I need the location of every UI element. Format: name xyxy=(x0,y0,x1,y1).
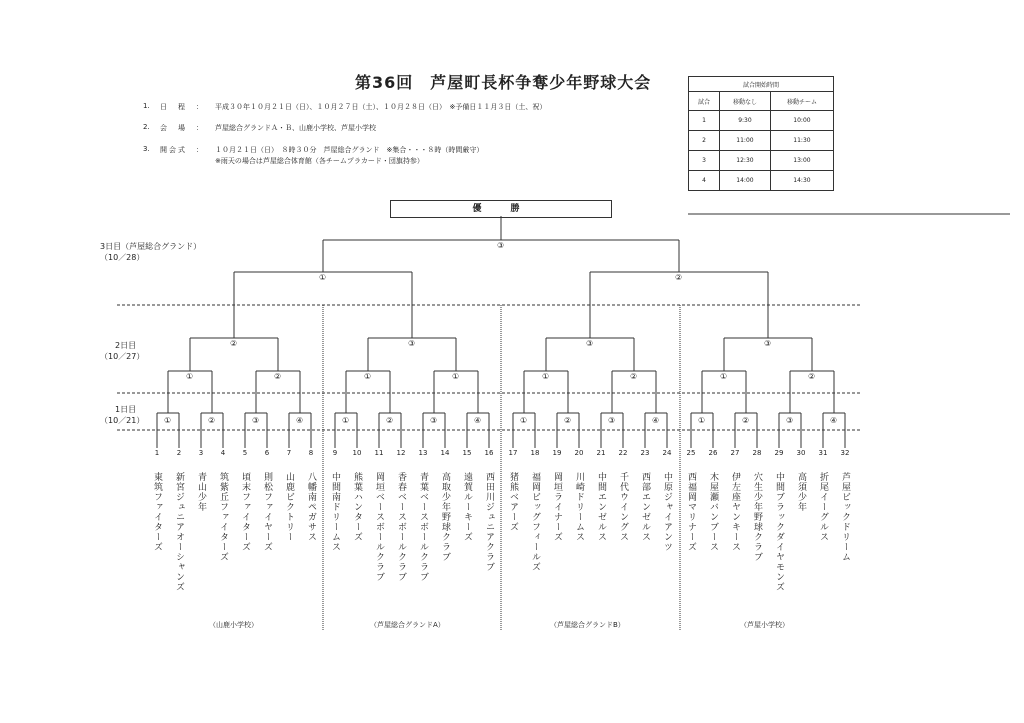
team-number: 8 xyxy=(308,449,314,457)
team-number: 32 xyxy=(840,449,850,457)
info-text-ceremony: １０月２１日（日） ８時３０分 芦屋総合グランド ※集合・・・８時（時間厳守） xyxy=(215,146,484,154)
day2-title: 2日目 xyxy=(115,341,137,350)
day3-date: （10／28） xyxy=(100,253,145,262)
round-label: ④ xyxy=(652,416,660,425)
round-label: ③ xyxy=(608,416,616,425)
schedule-cell: 10:00 xyxy=(770,111,833,131)
info-text-venue: 芦屋総合グランドＡ・Ｂ、山鹿小学校、芦屋小学校 xyxy=(215,124,376,132)
team-name: 川崎ドリームス xyxy=(574,472,584,542)
round-label: ① xyxy=(452,372,460,381)
team-number: 21 xyxy=(596,449,606,457)
team-name: 青葉ベースボールクラブ xyxy=(418,472,428,582)
team-name: 西福岡マリナーズ xyxy=(686,472,696,552)
round-label: ② xyxy=(742,416,750,425)
day3-label xyxy=(100,241,201,263)
team-name: 則松ファイヤーズ xyxy=(262,472,272,552)
round-label: ② xyxy=(274,372,282,381)
team-number: 24 xyxy=(662,449,672,457)
team-name: 西田川ジュニアクラブ xyxy=(484,472,494,572)
round-label: ② xyxy=(208,416,216,425)
team-number: 28 xyxy=(752,449,762,457)
team-name: 折尾イーグルス xyxy=(818,472,828,542)
schedule-cell: 14:00 xyxy=(720,171,771,191)
champion-box: 優 勝 xyxy=(390,200,612,218)
venue-label-4: （芦屋小学校） xyxy=(740,621,789,629)
schedule-cell: 1 xyxy=(689,111,720,131)
team-name: 木屋瀬バンブース xyxy=(708,472,718,552)
round-label: ③ xyxy=(430,416,438,425)
round-label: ① xyxy=(720,372,728,381)
team-number: 17 xyxy=(508,449,518,457)
team-number: 9 xyxy=(332,449,338,457)
round-label: ② xyxy=(230,339,238,348)
round-label: ③ xyxy=(497,241,505,250)
team-name: 中間ブラックダイヤモンズ xyxy=(774,472,784,592)
team-number: 29 xyxy=(774,449,784,457)
day1-label xyxy=(100,404,144,426)
team-name: 芦屋ビックドリーム xyxy=(840,472,850,562)
team-number: 22 xyxy=(618,449,628,457)
info-num-3: 3. xyxy=(143,145,150,153)
round-label: ① xyxy=(164,416,172,425)
team-number: 26 xyxy=(708,449,718,457)
round-label: ② xyxy=(630,372,638,381)
team-number: 10 xyxy=(352,449,362,457)
info-text-schedule: 平成３０年１０月２１日（日）、１０月２７日（土）、１０月２８日（日） ※予備日１１月３日（土、祝） xyxy=(215,103,547,111)
round-label: ④ xyxy=(830,416,838,425)
team-name: 高須少年 xyxy=(796,472,806,512)
round-label: ① xyxy=(186,372,194,381)
schedule-header-no-move: 移動なし xyxy=(720,92,771,111)
team-number: 13 xyxy=(418,449,428,457)
day2-label xyxy=(100,340,144,362)
venue-label-1: （山鹿小学校） xyxy=(209,621,258,629)
team-number: 3 xyxy=(198,449,204,457)
team-name: 岡垣ライナーズ xyxy=(552,472,562,542)
team-name: 穴生少年野球クラブ xyxy=(752,472,762,562)
team-name: 中間南ドリームス xyxy=(330,472,340,552)
team-number: 25 xyxy=(686,449,696,457)
round-label: ② xyxy=(808,372,816,381)
schedule-caption: 試合開始時間 xyxy=(689,77,834,92)
team-number: 4 xyxy=(220,449,226,457)
team-name: 岡垣ベースボールクラブ xyxy=(374,472,384,582)
round-label: ④ xyxy=(474,416,482,425)
team-name: 猪熊ベアーズ xyxy=(508,472,518,532)
schedule-cell: 3 xyxy=(689,151,720,171)
team-number: 7 xyxy=(286,449,292,457)
schedule-header-move: 移動チーム xyxy=(770,92,833,111)
team-number: 23 xyxy=(640,449,650,457)
team-number: 5 xyxy=(242,449,248,457)
round-label: ① xyxy=(319,273,327,282)
info-label-ceremony: 開会式 ： xyxy=(160,146,205,154)
round-label: ① xyxy=(520,416,528,425)
info-label-schedule: 日 程 ： xyxy=(160,103,205,111)
team-number: 20 xyxy=(574,449,584,457)
team-name: 中間エンゼルス xyxy=(596,472,606,542)
team-name: 高取少年野球クラブ xyxy=(440,472,450,562)
schedule-cell: 13:00 xyxy=(770,151,833,171)
info-label-venue: 会 場 ： xyxy=(160,124,205,132)
team-name: 新宮ジュニアオーシャンズ xyxy=(174,472,184,592)
round-label: ① xyxy=(542,372,550,381)
team-name: 西部エンゼルス xyxy=(640,472,650,542)
round-label: ① xyxy=(342,416,350,425)
team-name: 山鹿ビクトリー xyxy=(284,472,294,542)
round-label: ② xyxy=(564,416,572,425)
team-name: 福岡ビッグフィールズ xyxy=(530,472,540,572)
team-number: 1 xyxy=(154,449,160,457)
schedule-cell: 2 xyxy=(689,131,720,151)
team-number: 14 xyxy=(440,449,450,457)
day3-title: 3日目（芦屋総合グランド） xyxy=(100,242,202,251)
team-name: 東筑ファイターズ xyxy=(152,472,162,552)
team-name: 八幡南ペガサス xyxy=(306,472,316,542)
round-label: ② xyxy=(675,273,683,282)
round-label: ③ xyxy=(786,416,794,425)
team-number: 30 xyxy=(796,449,806,457)
team-number: 16 xyxy=(484,449,494,457)
info-rain-note: ※雨天の場合は芦屋総合体育館（各チームプラカード・団旗持参） xyxy=(215,157,424,165)
schedule-cell: 11:30 xyxy=(770,131,833,151)
page-title: 第36回 芦屋町長杯争奪少年野球大会 xyxy=(355,73,652,92)
team-name: 頃末ファイターズ xyxy=(240,472,250,552)
round-label: ③ xyxy=(586,339,594,348)
round-label: ② xyxy=(386,416,394,425)
info-num-1: 1. xyxy=(143,102,150,110)
round-label: ③ xyxy=(408,339,416,348)
day1-date: （10／21） xyxy=(100,416,145,425)
team-number: 15 xyxy=(462,449,472,457)
team-name: 香春ベースボールクラブ xyxy=(396,472,406,582)
team-number: 31 xyxy=(818,449,828,457)
venue-label-3: （芦屋総合グランドB） xyxy=(550,621,625,629)
team-name: 中原ジャイアンツ xyxy=(662,472,672,552)
round-label: ③ xyxy=(252,416,260,425)
round-label: ① xyxy=(698,416,706,425)
team-name: 伊左座ヤンキース xyxy=(730,472,740,552)
team-number: 27 xyxy=(730,449,740,457)
team-name: 筑紫丘ファイターズ xyxy=(218,472,228,562)
schedule-cell: 9:30 xyxy=(720,111,771,131)
team-number: 2 xyxy=(176,449,182,457)
info-num-2: 2. xyxy=(143,123,150,131)
team-name: 青山少年 xyxy=(196,472,206,512)
team-number: 6 xyxy=(264,449,270,457)
round-label: ④ xyxy=(296,416,304,425)
venue-label-2: （芦屋総合グランドA） xyxy=(370,621,445,629)
schedule-header-game: 試合 xyxy=(689,92,720,111)
round-label: ① xyxy=(364,372,372,381)
schedule-cell: 11:00 xyxy=(720,131,771,151)
team-number: 12 xyxy=(396,449,406,457)
round-label: ③ xyxy=(764,339,772,348)
team-name: 千代ウイングス xyxy=(618,472,628,542)
schedule-cell: 4 xyxy=(689,171,720,191)
day1-title: 1日目 xyxy=(115,405,137,414)
team-number: 11 xyxy=(374,449,384,457)
team-number: 18 xyxy=(530,449,540,457)
team-name: 熊葉ハンターズ xyxy=(352,472,362,542)
schedule-cell: 12:30 xyxy=(720,151,771,171)
team-name: 遠賀ルーキーズ xyxy=(462,472,472,542)
day2-date: （10／27） xyxy=(100,352,145,361)
schedule-cell: 14:30 xyxy=(770,171,833,191)
team-number: 19 xyxy=(552,449,562,457)
